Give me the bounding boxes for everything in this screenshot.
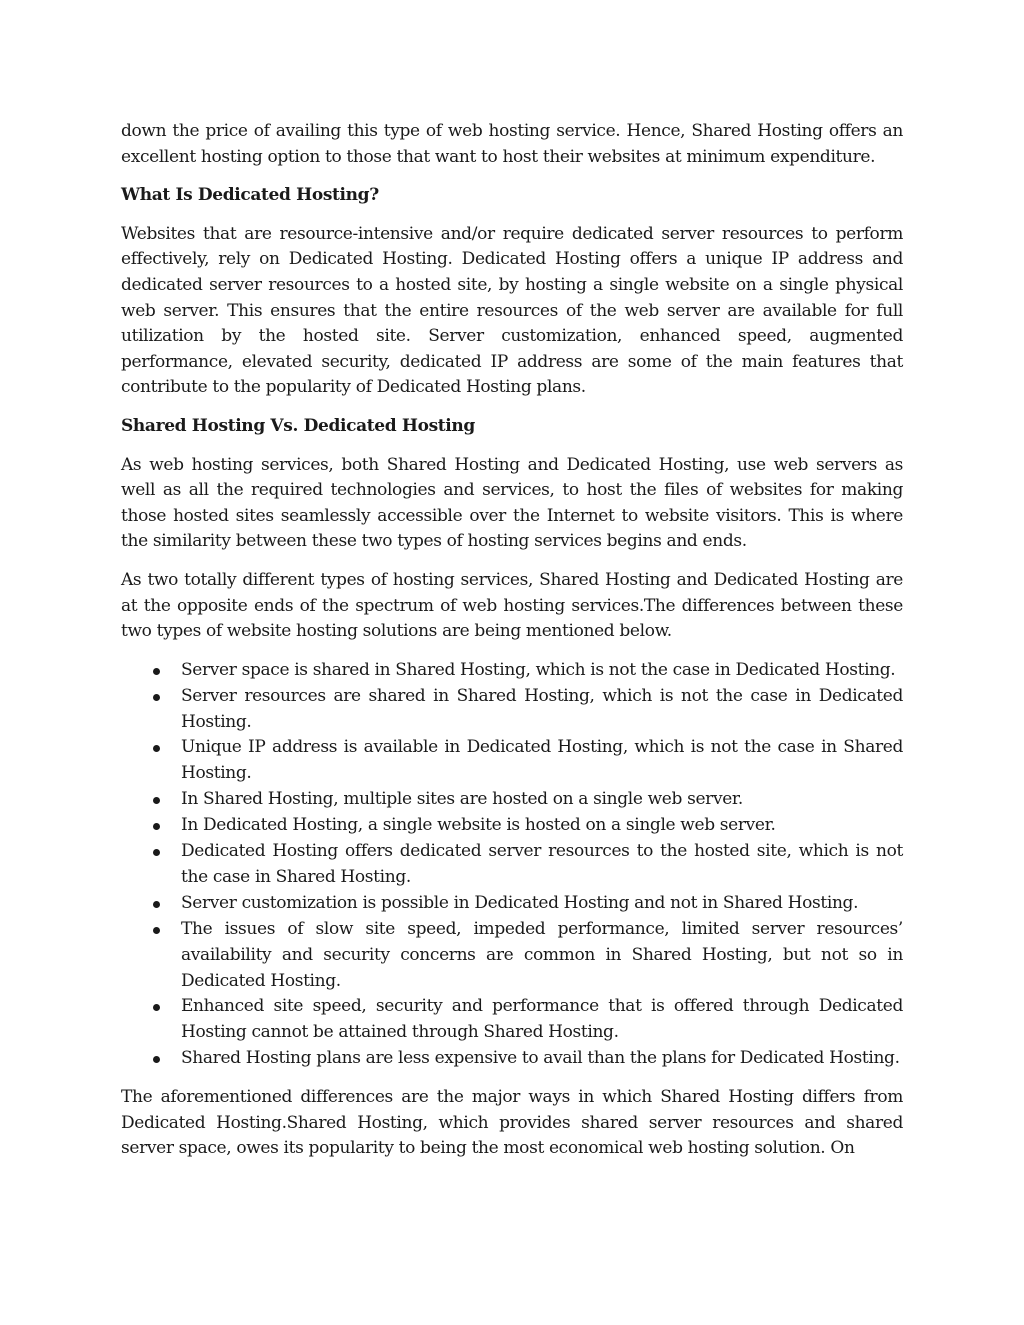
bullet-text: Shared Hosting plans are less expensive to avail than the plans for Dedicated Hosting. bbox=[181, 1048, 900, 1069]
intro-paragraph: down the price of availing this type of web hosting service. Hence, Shared Hosting offers an excellent hosting option to those that want to host their websites at minimum expenditure. bbox=[121, 121, 903, 167]
bullet-icon bbox=[153, 901, 160, 908]
bullet-icon bbox=[153, 797, 160, 804]
bullet-icon bbox=[153, 1056, 160, 1063]
similarity-paragraph: As web hosting services, both Shared Hosting and Dedicated Hosting, use web servers as well as all the required technologies and services, to host the files of websites for making those hosted sites seamlessly accessible over the Internet to website visitors. This is where the similarity between these two types of hosting services begins and ends. bbox=[121, 454, 903, 552]
bullet-text: Dedicated Hosting offers dedicated server resources to the hosted site, which is not the case in Shared Hosting. bbox=[181, 841, 903, 887]
bullet-item bbox=[121, 658, 903, 684]
heading-what-is-dedicated-hosting: What Is Dedicated Hosting? bbox=[121, 185, 379, 206]
bullet-text: Server resources are shared in Shared Hosting, which is not the case in Dedicated Hosting. bbox=[181, 685, 903, 732]
bullet-text: The issues of slow site speed, impeded performance, limited server resources’ availability and security concerns are common in Shared Hosting, but not so in Dedicated Hosting. bbox=[181, 918, 903, 991]
heading-shared-vs-dedicated: Shared Hosting Vs. Dedicated Hosting bbox=[121, 415, 475, 436]
bullet-icon bbox=[153, 927, 160, 934]
bullet-item bbox=[121, 735, 903, 787]
bullet-item bbox=[121, 839, 903, 891]
bullet-icon bbox=[153, 745, 160, 752]
bullet-item bbox=[121, 787, 903, 813]
differences-intro-paragraph: As two totally different types of hosting services, Shared Hosting and Dedicated Hosting are at the opposite ends of the spectrum of web hosting services.The differences between these two types of website hosting solutions are being mentioned below. bbox=[121, 569, 903, 642]
bullet-item bbox=[121, 1046, 903, 1072]
bullet-text: Server customization is possible in Dedicated Hosting and not in Shared Hosting. bbox=[181, 892, 859, 913]
bullet-icon bbox=[153, 668, 160, 675]
conclusion-paragraph: The aforementioned differences are the major ways in which Shared Hosting differs from Dedicated Hosting.Shared Hosting, which provides shared server resources and shared server space, owes its popularity to being the most economical web hosting solution. On bbox=[121, 1087, 903, 1159]
bullet-text: Server space is shared in Shared Hosting, which is not the case in Dedicated Hosting. bbox=[181, 659, 896, 680]
bullet-text: Enhanced site speed, security and performance that is offered through Dedicated Hosting cannot be attained through Shared Hosting. bbox=[181, 996, 903, 1043]
dedicated-hosting-paragraph: Websites that are resource-intensive and/or require dedicated server resources to perform effectively, rely on Dedicated Hosting. Dedicated Hosting offers a unique IP address and dedicated server resources to a hosted site, by hosting a single website on a single physical web server. This ensures that the entire resources of the web server are available for full utilization by the hosted site. Server customization, enhanced speed, augmented performance, elevated security, dedicated IP address are some of the main features that contribute to the popularity of Dedicated Hosting plans. bbox=[121, 223, 903, 398]
bullet-text: Unique IP address is available in Dedicated Hosting, which is not the case in Shared Hosting. bbox=[181, 737, 903, 784]
bullet-icon bbox=[153, 694, 160, 701]
bullet-text: In Dedicated Hosting, a single website is hosted on a single web server. bbox=[181, 815, 776, 836]
bullet-item bbox=[121, 813, 903, 839]
differences-bullet-list bbox=[121, 658, 903, 1073]
bullet-icon bbox=[153, 849, 160, 856]
bullet-icon bbox=[153, 823, 160, 830]
bullet-item bbox=[121, 891, 903, 917]
bullet-item bbox=[121, 684, 903, 736]
bullet-text: In Shared Hosting, multiple sites are hosted on a single web server. bbox=[181, 789, 743, 810]
document-page bbox=[121, 119, 903, 1175]
bullet-icon bbox=[153, 1004, 160, 1011]
bullet-item bbox=[121, 994, 903, 1046]
bullet-item bbox=[121, 917, 903, 995]
